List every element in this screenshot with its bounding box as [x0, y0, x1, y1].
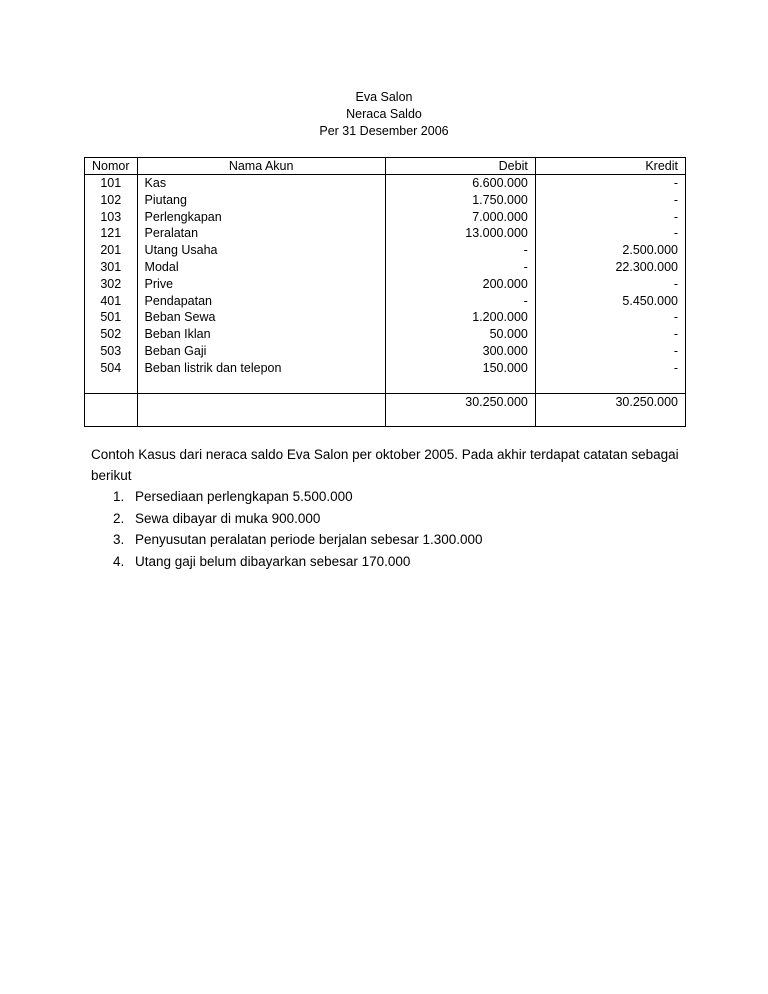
column-header-nama-akun: Nama Akun: [137, 158, 385, 175]
table-row: [85, 242, 686, 259]
kredit-value: 2.500.000: [535, 242, 685, 259]
report-title: Neraca Saldo: [346, 107, 422, 121]
column-header-kredit: Kredit: [535, 158, 685, 175]
kredit-value: -: [535, 326, 685, 343]
debit-value: 50.000: [385, 326, 535, 343]
table-row: [85, 276, 686, 293]
debit-value: 13.000.000: [385, 225, 535, 242]
spacer-cell: [535, 377, 685, 394]
spacer-cell: [385, 377, 535, 394]
debit-value: 1.200.000: [385, 309, 535, 326]
account-name: Beban Iklan: [137, 326, 385, 343]
total-kredit: 30.250.000: [535, 394, 685, 427]
document-header: [0, 89, 768, 140]
account-number: 201: [85, 242, 138, 259]
table-row: [85, 293, 686, 310]
account-name: Kas: [137, 175, 385, 192]
kredit-value: 22.300.000: [535, 259, 685, 276]
report-period: Per 31 Desember 2006: [319, 124, 449, 138]
debit-value: 300.000: [385, 343, 535, 360]
account-number: 302: [85, 276, 138, 293]
spacer-cell: [137, 377, 385, 394]
account-name: Beban Sewa: [137, 309, 385, 326]
list-item-number: 1.: [113, 489, 125, 504]
account-number: 401: [85, 293, 138, 310]
list-item: [91, 529, 681, 551]
list-item-text: Persediaan perlengkapan 5.500.000: [135, 489, 353, 504]
debit-value: 200.000: [385, 276, 535, 293]
kredit-value: -: [535, 192, 685, 209]
kredit-value: -: [535, 360, 685, 377]
list-item-text: Utang gaji belum dibayarkan sebesar 170.000: [135, 553, 411, 569]
table-row: [85, 225, 686, 242]
account-name: Utang Usaha: [137, 242, 385, 259]
account-number: 301: [85, 259, 138, 276]
total-empty-nomor: [85, 394, 138, 427]
kredit-value: -: [535, 276, 685, 293]
account-number: 103: [85, 209, 138, 226]
debit-value: 1.750.000: [385, 192, 535, 209]
table-row: [85, 343, 686, 360]
table-row: [85, 259, 686, 276]
account-number: 502: [85, 326, 138, 343]
list-item-text: Sewa dibayar di muka 900.000: [135, 510, 321, 526]
table-row: [85, 326, 686, 343]
kredit-value: -: [535, 225, 685, 242]
list-item: [91, 486, 681, 508]
case-description: [91, 444, 681, 572]
notes-list: [91, 486, 681, 572]
debit-value: -: [385, 293, 535, 310]
total-empty-nama: [137, 394, 385, 427]
table-row: [85, 309, 686, 326]
account-name: Pendapatan: [137, 293, 385, 310]
list-item-number: 3.: [113, 532, 125, 547]
trial-balance-table: [84, 157, 686, 427]
kredit-value: -: [535, 209, 685, 226]
table-total-row: [85, 394, 686, 427]
debit-value: 150.000: [385, 360, 535, 377]
list-item: [91, 508, 681, 530]
account-number: 121: [85, 225, 138, 242]
list-item-text: Penyusutan peralatan periode berjalan sebesar 1.300.000: [135, 532, 483, 547]
intro-paragraph: Contoh Kasus dari neraca saldo Eva Salon per oktober 2005. Pada akhir terdapat catatan sebagai berikut: [91, 447, 679, 483]
account-number: 504: [85, 360, 138, 377]
debit-value: 6.600.000: [385, 175, 535, 192]
spacer-cell: [85, 377, 138, 394]
kredit-value: 5.450.000: [535, 293, 685, 310]
list-item: [91, 551, 681, 573]
account-name: Modal: [137, 259, 385, 276]
company-name: Eva Salon: [355, 90, 413, 104]
kredit-value: -: [535, 175, 685, 192]
table-row: [85, 360, 686, 377]
account-number: 503: [85, 343, 138, 360]
table-header-row: [85, 158, 686, 175]
table-row: [85, 209, 686, 226]
account-number: 102: [85, 192, 138, 209]
debit-value: -: [385, 259, 535, 276]
table-row: [85, 175, 686, 192]
account-name: Beban Gaji: [137, 343, 385, 360]
account-number: 501: [85, 309, 138, 326]
account-name: Prive: [137, 276, 385, 293]
account-name: Beban listrik dan telepon: [137, 360, 385, 377]
list-item-number: 2.: [113, 510, 125, 526]
table-body: [85, 175, 686, 394]
account-name: Perlengkapan: [137, 209, 385, 226]
account-name: Peralatan: [137, 225, 385, 242]
debit-value: -: [385, 242, 535, 259]
kredit-value: -: [535, 343, 685, 360]
account-number: 101: [85, 175, 138, 192]
kredit-value: -: [535, 309, 685, 326]
table-spacer-row: [85, 377, 686, 394]
total-debit: 30.250.000: [385, 394, 535, 427]
column-header-nomor: Nomor: [85, 158, 138, 175]
table-row: [85, 192, 686, 209]
column-header-debit: Debit: [385, 158, 535, 175]
debit-value: 7.000.000: [385, 209, 535, 226]
list-item-number: 4.: [113, 553, 125, 569]
account-name: Piutang: [137, 192, 385, 209]
